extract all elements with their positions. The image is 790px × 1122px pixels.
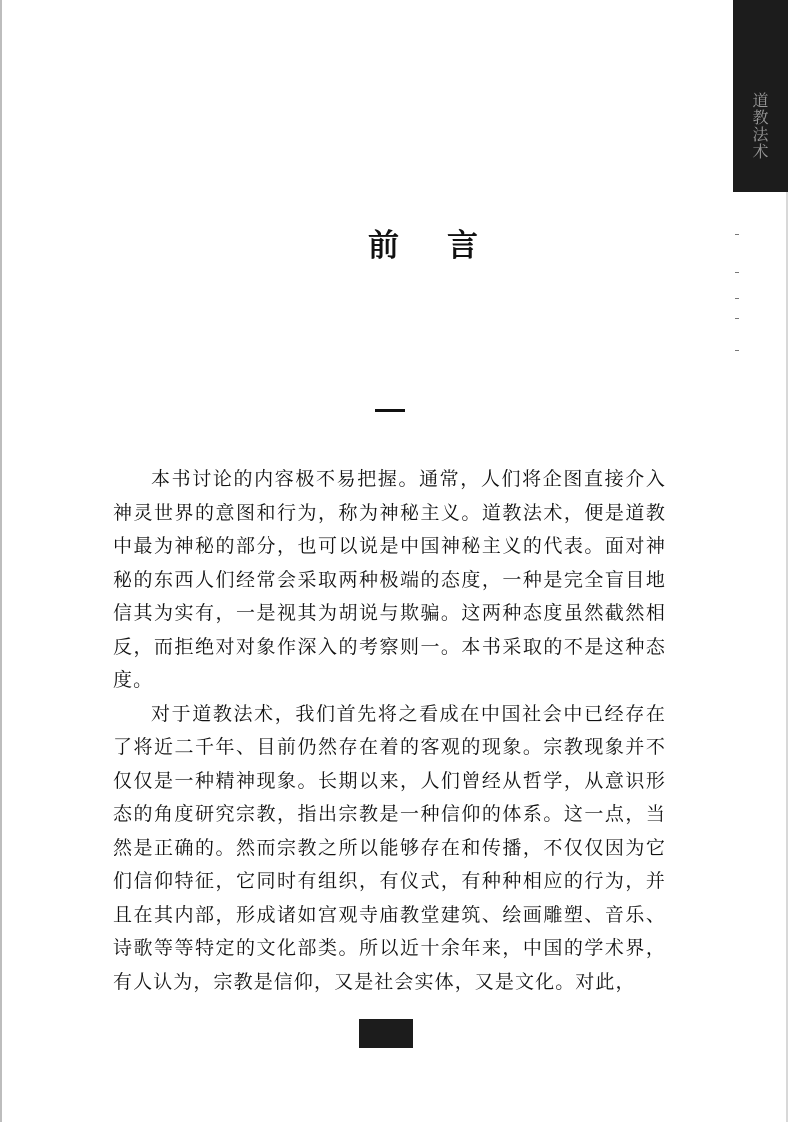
edge-mark bbox=[735, 350, 739, 351]
section-numeral bbox=[375, 409, 405, 412]
edge-mark bbox=[735, 298, 739, 299]
paragraph: 对于道教法术，我们首先将之看成在中国社会中已经存在了将近二千年、目前仍然存在着的客观的现象。宗教现象并不仅仅是一种精神现象。长期以来，人们曾经从哲学，从意识形态的角度研究宗教，指出宗教是一种信仰的体系。这一点，当然是正确的。然而宗教之所以能够存在和传播，不仅仅因为它们信仰特征，它同时有组织，有仪式，有种种相应的行为，并且在其内部，形成诸如宫观寺庙教堂建筑、绘画雕塑、音乐、诗歌等等特定的文化部类。所以近十余年来，中国的学术界，有人认为，宗教是信仰，又是社会实体，又是文化。对此， bbox=[113, 702, 666, 993]
paragraph: 本书讨论的内容极不易把握。通常，人们将企图直接介入神灵世界的意图和行为，称为神秘主义。道教法术，便是道教中最为神秘的部分，也可以说是中国神秘主义的代表。面对神秘的东西人们经常会采取两种极端的态度，一种是完全盲目地信其为实有，一是视其为胡说与欺骗。这两种态度虽然截然相反，而拒绝对对象作深入的考察则一。本书采取的不是这种态度。 bbox=[113, 468, 666, 691]
body-text bbox=[113, 463, 666, 999]
edge-mark bbox=[735, 318, 739, 319]
edge-mark bbox=[735, 234, 739, 235]
chapter-title: 前言 bbox=[368, 228, 526, 264]
thumb-index-tab-label: 道教法术 bbox=[750, 92, 769, 160]
page-edge-left bbox=[0, 0, 2, 1122]
page-number-box bbox=[359, 1019, 413, 1048]
edge-mark bbox=[735, 272, 739, 273]
